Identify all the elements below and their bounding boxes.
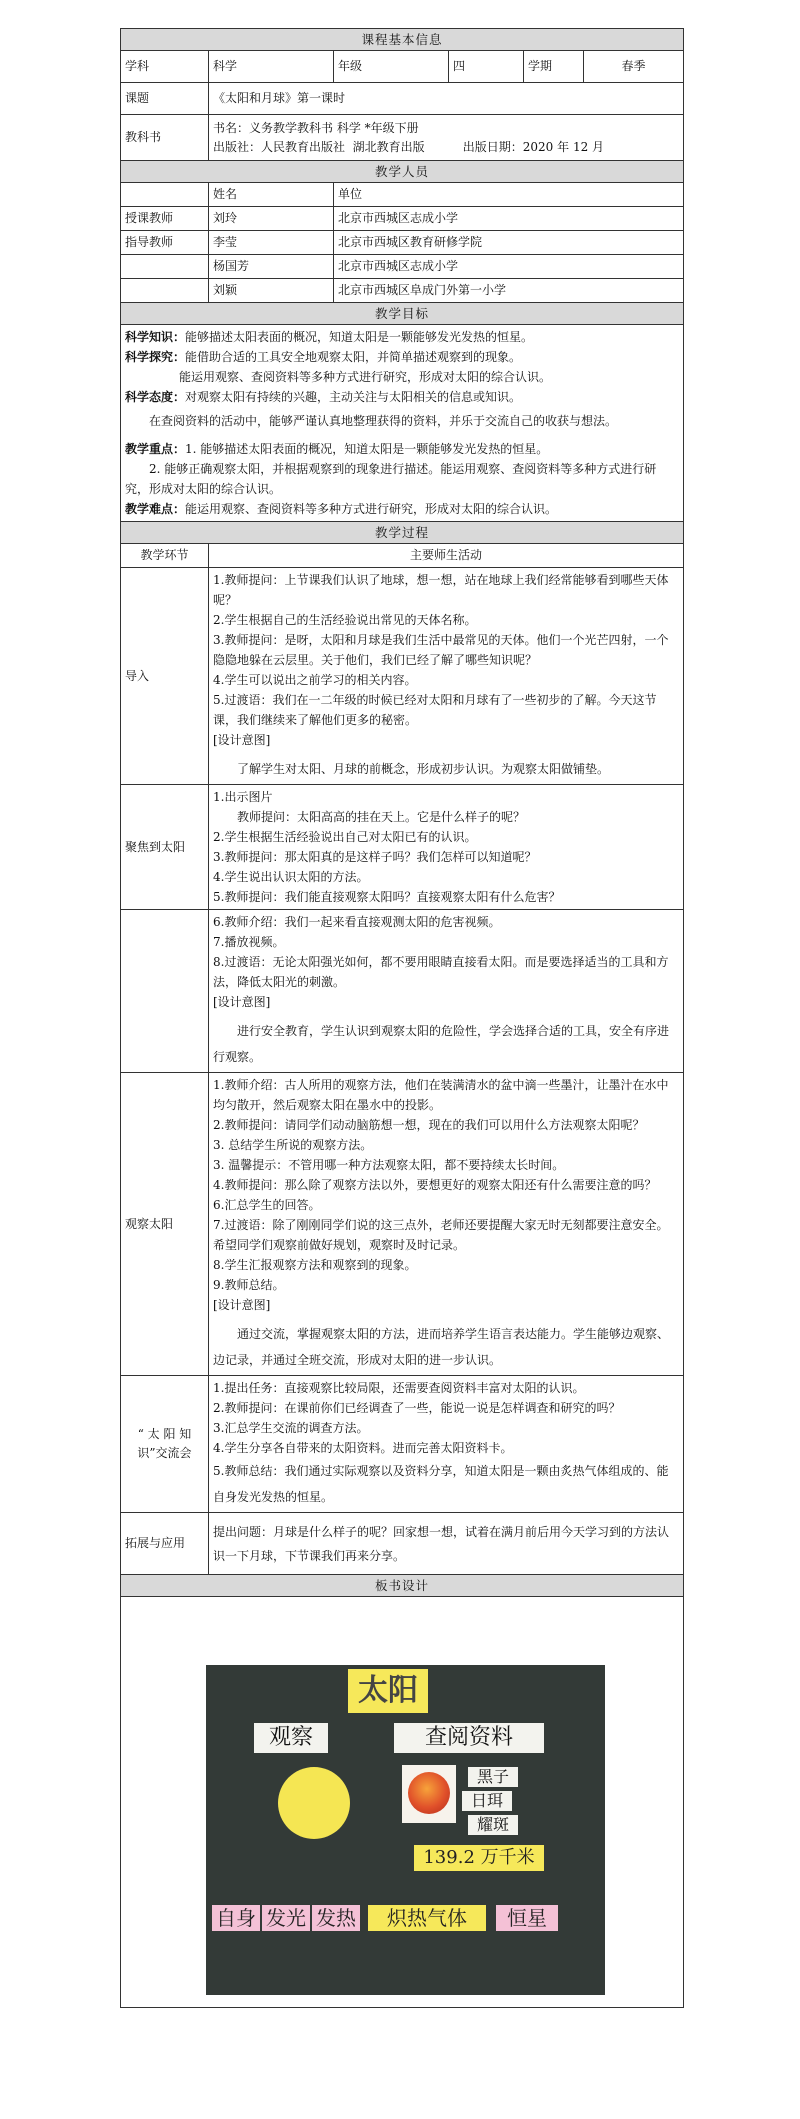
lesson-plan-document [120, 28, 683, 2008]
textbook-label: 教科书 [121, 115, 209, 161]
inquiry-text-1: 能借助合适的工具安全地观察太阳，并简单描述观察到的现象。 [185, 350, 522, 364]
list-item: 9.教师总结。 [213, 1278, 285, 1292]
board-word: 发热 [312, 1905, 360, 1931]
list-item: 3.汇总学生交流的调查方法。 [213, 1421, 369, 1435]
term-value: 春季 [584, 51, 684, 83]
list-item: 3.教师提问：那太阳真的是这样子吗？我们怎样可以知道呢？ [213, 850, 537, 864]
basic-info-header: 课程基本信息 [121, 29, 684, 51]
board-tag-prominence: 日珥 [462, 1791, 512, 1811]
list-item: 1.提出任务：直接观察比较局限，还需要查阅资料丰富对太阳的认识。 [213, 1381, 585, 1395]
sun-photo-icon [408, 1772, 450, 1814]
board-tag-blackspot: 黑子 [468, 1767, 518, 1787]
staff-col-name: 姓名 [209, 183, 334, 207]
extend-activity: 提出问题：月球是什么样子的呢？回家想一想，试着在满月前后用今天学习到的方法认识一下月球，下节课我们再来分享。 [209, 1513, 684, 1575]
list-item: 7.播放视频。 [213, 935, 285, 949]
attitude-text-2: 在查阅资料的活动中，能够严谨认真地整理获得的资料，并乐于交流自己的收获与想法。 [149, 414, 618, 428]
staff-name: 李莹 [209, 231, 334, 255]
staff-unit: 北京市西城区志成小学 [334, 255, 684, 279]
list-item: 4.学生可以说出之前学习的相关内容。 [213, 673, 417, 687]
process-header: 教学过程 [121, 522, 684, 544]
board-research-card: 查阅资料 [394, 1723, 544, 1753]
attitude-text-1: 对观察太阳有持续的兴趣，主动关注与太阳相关的信息或知识。 [185, 390, 522, 404]
list-item: 6.教师介绍：我们一起来看直接观测太阳的危害视频。 [213, 915, 501, 929]
stage-observe: 观察太阳 [121, 1073, 209, 1376]
knowledge-text: 能够描述太阳表面的概况，知道太阳是一颗能够发光发热的恒星。 [185, 330, 534, 344]
focus-activities-continued [209, 910, 684, 1073]
inquiry-label: 科学探究： [125, 350, 186, 364]
list-item: 1.出示图片 [213, 790, 273, 804]
board-word: 自身 [212, 1905, 260, 1931]
staff-unit: 北京市西城区阜成门外第一小学 [334, 279, 684, 303]
board-title-sun: 太阳 [348, 1669, 428, 1713]
list-item: 2.教师提问：在课前你们已经调查了一些，能说一说是怎样调查和研究的吗？ [213, 1401, 621, 1415]
list-item: 2.学生根据自己的生活经验说出常见的天体名称。 [213, 613, 477, 627]
list-item: 1.教师介绍：古人所用的观察方法，他们在装满清水的盆中滴一些墨汁，让墨汁在水中均匀散开，然后观察太阳在墨水中的投影。 [213, 1078, 669, 1112]
guide-label: 指导教师 [121, 231, 209, 255]
difficult-label: 教学难点： [125, 502, 186, 516]
board-word: 发光 [262, 1905, 310, 1931]
list-item: 6.汇总学生的回答。 [213, 1198, 321, 1212]
list-item: 3. 总结学生所说的观察方法。 [213, 1138, 373, 1152]
goals-header: 教学目标 [121, 303, 684, 325]
staff-name: 杨国芳 [209, 255, 334, 279]
key-label: 教学重点： [125, 442, 186, 456]
list-item: 7.过渡语：除了刚刚同学们说的这三点外，老师还要提醒大家无时无刻都要注意安全。希望同学们观察前做好规划，观察时及时记录。 [213, 1218, 669, 1252]
attitude-label: 科学态度： [125, 390, 186, 404]
list-item: 3.教师提问：是呀，太阳和月球是我们生活中最常见的天体。他们一个光芒四射，一个隐隐地躲在云层里。关于他们，我们已经了解了哪些知识呢？ [213, 633, 669, 667]
difficult-text: 能运用观察、查阅资料等多种方式进行研究，形成对太阳的综合认识。 [185, 502, 558, 516]
list-item: 4.教师提问：那么除了观察方法以外，要想更好的观察太阳还有什么需要注意的吗？ [213, 1178, 657, 1192]
design-intent-label: [设计意图] [213, 995, 271, 1009]
staff-name: 刘颖 [209, 279, 334, 303]
staff-unit: 北京市西城区志成小学 [334, 207, 684, 231]
focus-summary: 进行安全教育，学生认识到观察太阳的危险性，学会选择合适的工具，安全有序进行观察。 [213, 1024, 670, 1064]
design-intent-label: [设计意图] [213, 1298, 271, 1312]
board-observe-card: 观察 [254, 1723, 328, 1753]
list-item: 1.教师提问：上节课我们认识了地球，想一想，站在地球上我们经常能够看到哪些天体呢？ [213, 573, 669, 607]
staff-unit: 北京市西城区教育研修学院 [334, 231, 684, 255]
key-text-1: 1. 能够描述太阳表面的概况，知道太阳是一颗能够发光发热的恒星。 [185, 442, 549, 456]
list-item: 8.过渡语：无论太阳强光如何，都不要用眼睛直接看太阳。而是要选择适当的工具和方法，降低太阳光的刺激。 [213, 955, 669, 989]
list-item: 4.学生说出认识太阳的方法。 [213, 870, 369, 884]
intro-summary: 了解学生对太阳、月球的前概念，形成初步认识。为观察太阳做铺垫。 [237, 762, 610, 776]
term-label: 学期 [524, 51, 584, 83]
process-col-stage: 教学环节 [121, 544, 209, 568]
stage-intro: 导入 [121, 568, 209, 785]
inquiry-text-2: 能运用观察、查阅资料等多种方式进行研究，形成对太阳的综合认识。 [179, 370, 552, 384]
list-item: 5.教师提问：我们能直接观察太阳吗？直接观察太阳有什么危害？ [213, 890, 561, 904]
board-tag-flare: 耀斑 [468, 1815, 518, 1835]
textbook-line-2: 出版社：人民教育出版社 湖北教育出版 出版日期：2020 年 12 月 [213, 139, 605, 154]
process-col-activity: 主要师生活动 [209, 544, 684, 568]
staff-header: 教学人员 [121, 161, 684, 183]
blackboard [206, 1665, 605, 1995]
intro-activities [209, 568, 684, 785]
exchange-activities [209, 1376, 684, 1513]
stage-exchange: “ 太 阳 知识”交流会 [121, 1376, 209, 1513]
topic-value: 《太阳和月球》第一课时 [209, 83, 684, 115]
list-item: 2.教师提问：请同学们动动脑筋想一想，现在的我们可以用什么方法观察太阳呢？ [213, 1118, 645, 1132]
sun-photo [402, 1765, 456, 1823]
knowledge-label: 科学知识： [125, 330, 186, 344]
design-intent-label: [设计意图] [213, 733, 271, 747]
list-item: 教师提问：太阳高高的挂在天上。它是什么样子的呢？ [237, 810, 526, 824]
observe-summary: 通过交流，掌握观察太阳的方法，进而培养学生语言表达能力。学生能够边观察、边记录，并通过全班交流，形成对太阳的进一步认识。 [213, 1327, 670, 1367]
board-header: 板书设计 [121, 1575, 684, 1597]
blackboard-photo [121, 1597, 683, 2007]
observe-activities [209, 1073, 684, 1376]
subject-value: 科学 [209, 51, 334, 83]
sun-drawing [278, 1767, 350, 1839]
board-word: 炽热气体 [368, 1905, 486, 1931]
list-item: 5.教师总结：我们通过实际观察以及资料分享，知道太阳是一颗由炙热气体组成的、能自身发光发热的恒星。 [213, 1464, 669, 1504]
key-text-2: 2. 能够正确观察太阳，并根据观察到的现象进行描述。能运用观察、查阅资料等多种方式进行研究，形成对太阳的综合认识。 [125, 462, 657, 496]
list-item: 5.过渡语：我们在一二年级的时候已经对太阳和月球有了一些初步的了解。今天这节课，我们继续来了解他们更多的秘密。 [213, 693, 657, 727]
grade-label: 年级 [334, 51, 449, 83]
stage-focus: 聚焦到太阳 [121, 785, 209, 910]
textbook-value [209, 115, 684, 161]
list-item: 8.学生汇报观察方法和观察到的现象。 [213, 1258, 417, 1272]
focus-activities [209, 785, 684, 910]
lesson-plan-table [120, 28, 684, 2008]
staff-col-unit: 单位 [334, 183, 684, 207]
stage-extend: 拓展与应用 [121, 1513, 209, 1575]
textbook-line-1: 书名：义务教学教科书 科学 *年级下册 [213, 120, 419, 135]
goals-content [121, 325, 684, 522]
board-word: 恒星 [496, 1905, 558, 1931]
list-item: 3. 温馨提示：不管用哪一种方法观察太阳，都不要持续太长时间。 [213, 1158, 565, 1172]
board-diameter: 139.2 万千米 [414, 1845, 544, 1871]
list-item: 4.学生分享各自带来的太阳资料。进而完善太阳资料卡。 [213, 1441, 513, 1455]
teacher-label: 授课教师 [121, 207, 209, 231]
subject-label: 学科 [121, 51, 209, 83]
topic-label: 课题 [121, 83, 209, 115]
staff-name: 刘玲 [209, 207, 334, 231]
grade-value: 四 [449, 51, 524, 83]
list-item: 2.学生根据生活经验说出自己对太阳已有的认识。 [213, 830, 477, 844]
